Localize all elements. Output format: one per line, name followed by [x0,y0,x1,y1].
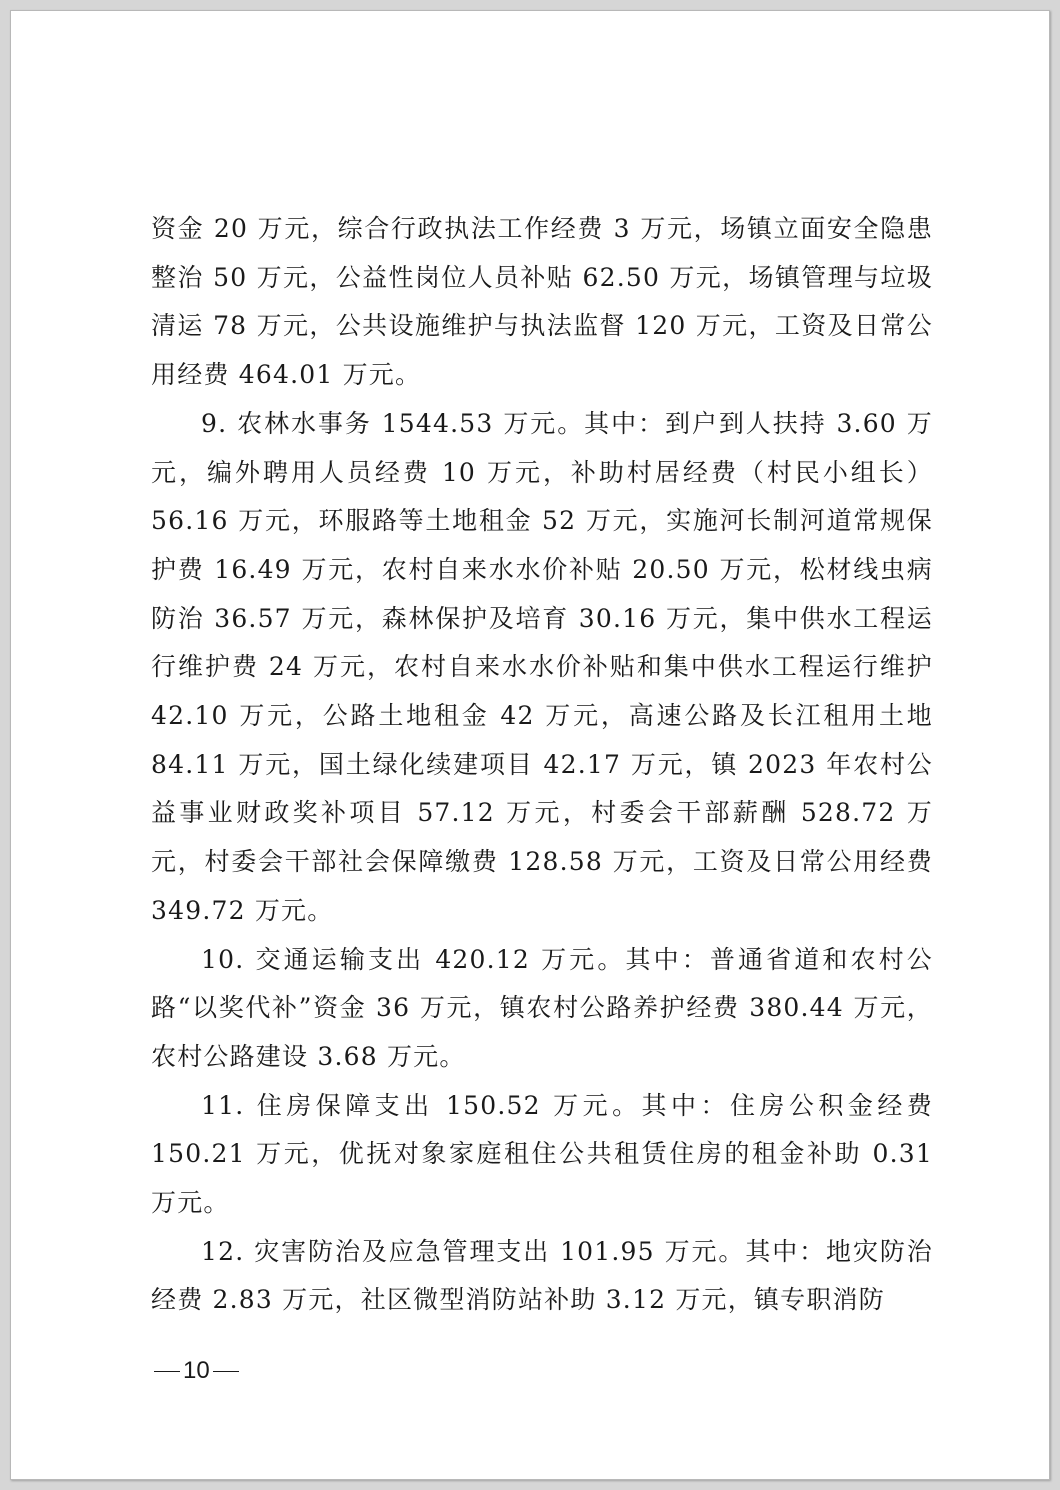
body-text [151,205,933,1325]
page-number: 10 [183,1357,210,1384]
footer-dash-right [213,1371,239,1373]
paragraph-continuation: 资金 20 万元，综合行政执法工作经费 3 万元，场镇立面安全隐患整治 50 万元，公益性岗位人员补贴 62.50 万元，场镇管理与垃圾清运 78 万元，公共设施维护与执法监督 120 万元，工资及日常公用经费 464.01 万元。 [151,214,933,390]
document-page [10,10,1050,1480]
paragraph-item-10: 10. 交通运输支出 420.12 万元。其中：普通省道和农村公路“以奖代补”资金 36 万元，镇农村公路养护经费 380.44 万元，农村公路建设 3.68 万元。 [151,944,933,1071]
paragraph-item-11: 11. 住房保障支出 150.52 万元。其中：住房公积金经费 150.21 万元，优抚对象家庭租住公共租赁住房的租金补助 0.31 万元。 [151,1090,933,1218]
footer-dash-left [154,1371,180,1373]
paragraph-item-9: 9. 农林水事务 1544.53 万元。其中：到户到人扶持 3.60 万元，编外聘用人员经费 10 万元，补助村居经费（村民小组长）56.16 万元，环服路等土地租金 52 万元，实施河长制河道常规保护费 16.49 万元，农村自来水水价补贴 20.50 万元，松材线虫病防治 36.57 万元，森林保护及培育 30.16 万元，集中供水工程运行维护费 24 万元，农村自来水水价补贴和集中供水工程运行维护 42.10 万元，公路土地租金 42 万元，高速公路及长江租用土地 84.11 万元，国土绿化续建项目 42.17 万元，镇 2023 年农村公益事业财政奖补项目 57.12 万元，村委会干部薪酬 528.72 万元，村委会干部社会保障缴费 128.58 万元，工资及日常公用经费 349.72 万元。 [151,408,933,925]
paragraph-item-12: 12. 灾害防治及应急管理支出 101.95 万元。其中：地灾防治经费 2.83 万元，社区微型消防站补助 3.12 万元，镇专职消防 [151,1236,933,1315]
page-footer [151,1357,242,1385]
